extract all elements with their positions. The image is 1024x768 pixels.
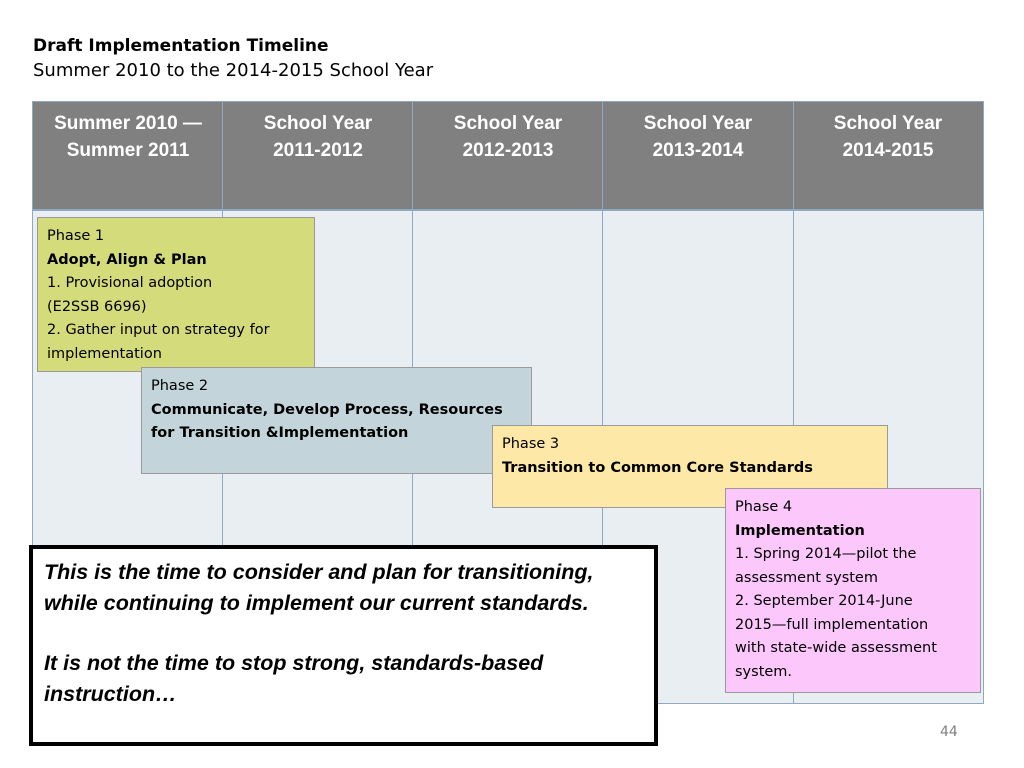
phase-line: assessment system <box>735 569 878 586</box>
phase-name: Phase 1 <box>47 228 105 244</box>
phase-heading: Implementation <box>735 522 865 539</box>
phase-line: 2. Gather input on strategy for <box>47 322 270 338</box>
phase-heading: Communicate, Develop Process, Resources for Transition &Implementation <box>151 401 503 441</box>
column-header-2011-2012: School Year 2011-2012 <box>263 113 373 161</box>
phase-line: system. <box>735 663 793 680</box>
phase-name: Phase 4 <box>735 499 793 515</box>
column-header-2012-2013: School Year 2012-2013 <box>453 113 563 161</box>
phase-line: 2. September 2014-June <box>735 593 913 609</box>
slide-title-block <box>33 35 433 83</box>
column-header-summer-2010: Summer 2010 — Summer 2011 <box>54 113 202 161</box>
column-header-2014-2015: School Year 2014-2015 <box>833 113 943 161</box>
phase-line: with state-wide assessment <box>735 640 937 656</box>
phase-4-box <box>725 488 981 693</box>
phase-name: Phase 3 <box>502 436 560 452</box>
callout-box <box>29 545 658 746</box>
page-number: 44 <box>940 724 958 740</box>
phase-line: (E2SSB 6696) <box>47 298 147 315</box>
phase-2-box <box>141 367 532 474</box>
phase-1-box <box>37 217 315 372</box>
column-header-2013-2014: School Year 2013-2014 <box>643 113 753 161</box>
phase-line: 2015—full implementation <box>735 616 929 633</box>
phase-line: 1. Spring 2014—pilot the <box>735 546 917 562</box>
phase-line: implementation <box>47 345 162 362</box>
slide-title: Draft Implementation Timeline <box>33 36 329 56</box>
timeline-header-row <box>33 102 983 211</box>
callout-paragraph-2: It is not the time to stop strong, standards-based instruction… <box>44 651 544 706</box>
phase-heading: Adopt, Align & Plan <box>47 251 207 268</box>
phase-heading: Transition to Common Core Standards <box>502 459 813 476</box>
phase-line: 1. Provisional adoption <box>47 275 213 291</box>
callout-paragraph-1: This is the time to consider and plan for transitioning, while continuing to implement our current standards. <box>44 560 594 615</box>
slide-subtitle: Summer 2010 to the 2014-2015 School Year <box>33 60 434 81</box>
phase-name: Phase 2 <box>151 378 209 394</box>
